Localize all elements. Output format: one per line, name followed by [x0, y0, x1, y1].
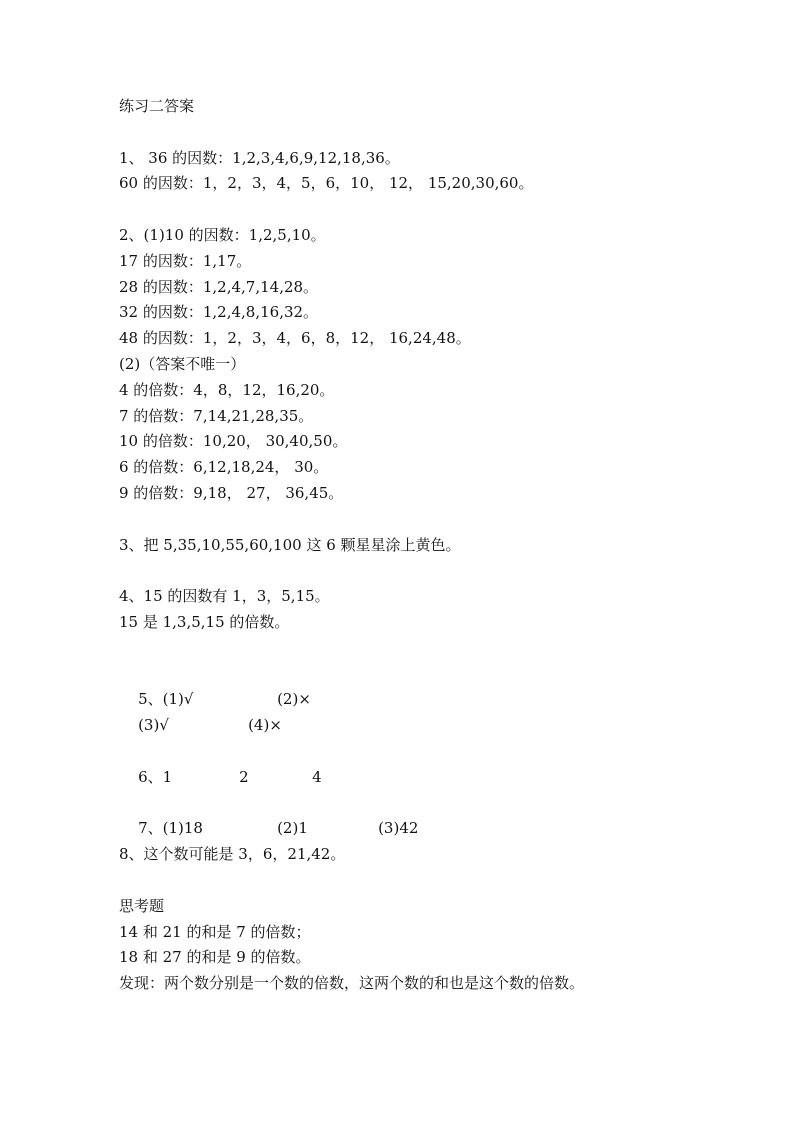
q2-line: (2)（答案不唯一） — [119, 354, 246, 373]
q2-line: 28 的因数：1,2,4,7,14,28。 — [119, 277, 319, 296]
q2-line: 17 的因数：1,17。 — [119, 251, 252, 270]
q6-answer-2: 2 — [239, 767, 249, 786]
q2-line: 6 的倍数：6,12,18,24， 30。 — [119, 458, 329, 477]
q5-answer-3: (3)√ — [138, 716, 169, 735]
q2-line: 9 的倍数：9,18， 27， 36,45。 — [119, 483, 344, 502]
q5-answer-4: (4)× — [248, 716, 282, 735]
q8-line: 8、这个数可能是 3，6，21,42。 — [119, 845, 346, 864]
spacer — [119, 507, 684, 533]
thinking-line: 14 和 21 的和是 7 的倍数； — [119, 922, 311, 941]
q5-answer-2: (2)× — [277, 690, 311, 709]
q1-line-2: 60 的因数：1，2，3，4，5，6，10， 12， 15,20,30,60。 — [119, 174, 534, 193]
answer-document — [119, 94, 684, 997]
q7-answer-2: (2)1 — [277, 819, 308, 838]
q6-answer-1: 6、1 — [138, 767, 173, 786]
q3-line: 3、把 5,35,10,55,60,100 这 6 颗星星涂上黄色。 — [119, 535, 461, 554]
spacer — [119, 636, 684, 662]
q4-line-1: 4、15 的因数有 1，3，5,15。 — [119, 587, 330, 606]
spacer — [119, 197, 684, 223]
q2-line: 48 的因数：1，2，3，4，6，8，12， 16,24,48。 — [119, 329, 471, 348]
q5-row-1 — [119, 662, 684, 709]
thinking-line: 18 和 27 的和是 9 的倍数。 — [119, 948, 311, 967]
q2-line: 2、(1)10 的因数：1,2,5,10。 — [119, 225, 326, 244]
document-title: 练习二答案 — [119, 97, 195, 115]
spacer — [119, 558, 684, 584]
q1-line-1: 1、 36 的因数：1,2,3,4,6,9,12,18,36。 — [119, 148, 400, 167]
q7-answer-1: 7、(1)18 — [138, 819, 203, 838]
q2-line: 4 的倍数：4，8，12，16,20。 — [119, 380, 335, 399]
q6-row — [119, 739, 684, 786]
q6-answer-3: 4 — [312, 767, 322, 786]
q4-line-2: 15 是 1,3,5,15 的倍数。 — [119, 612, 290, 631]
q2-line: 7 的倍数：7,14,21,28,35。 — [119, 406, 314, 425]
q7-row — [119, 791, 684, 838]
q2-line: 32 的因数：1,2,4,8,16,32。 — [119, 303, 319, 322]
spacer — [119, 120, 684, 146]
thinking-discovery: 发现：两个数分别是一个数的倍数，这两个数的和也是这个数的倍数。 — [119, 974, 585, 993]
spacer — [119, 868, 684, 894]
thinking-heading: 思考题 — [119, 896, 165, 915]
q5-answer-1: 5、(1)√ — [138, 690, 194, 709]
q7-answer-3: (3)42 — [378, 819, 419, 838]
q2-line: 10 的倍数：10,20， 30,40,50。 — [119, 432, 348, 451]
